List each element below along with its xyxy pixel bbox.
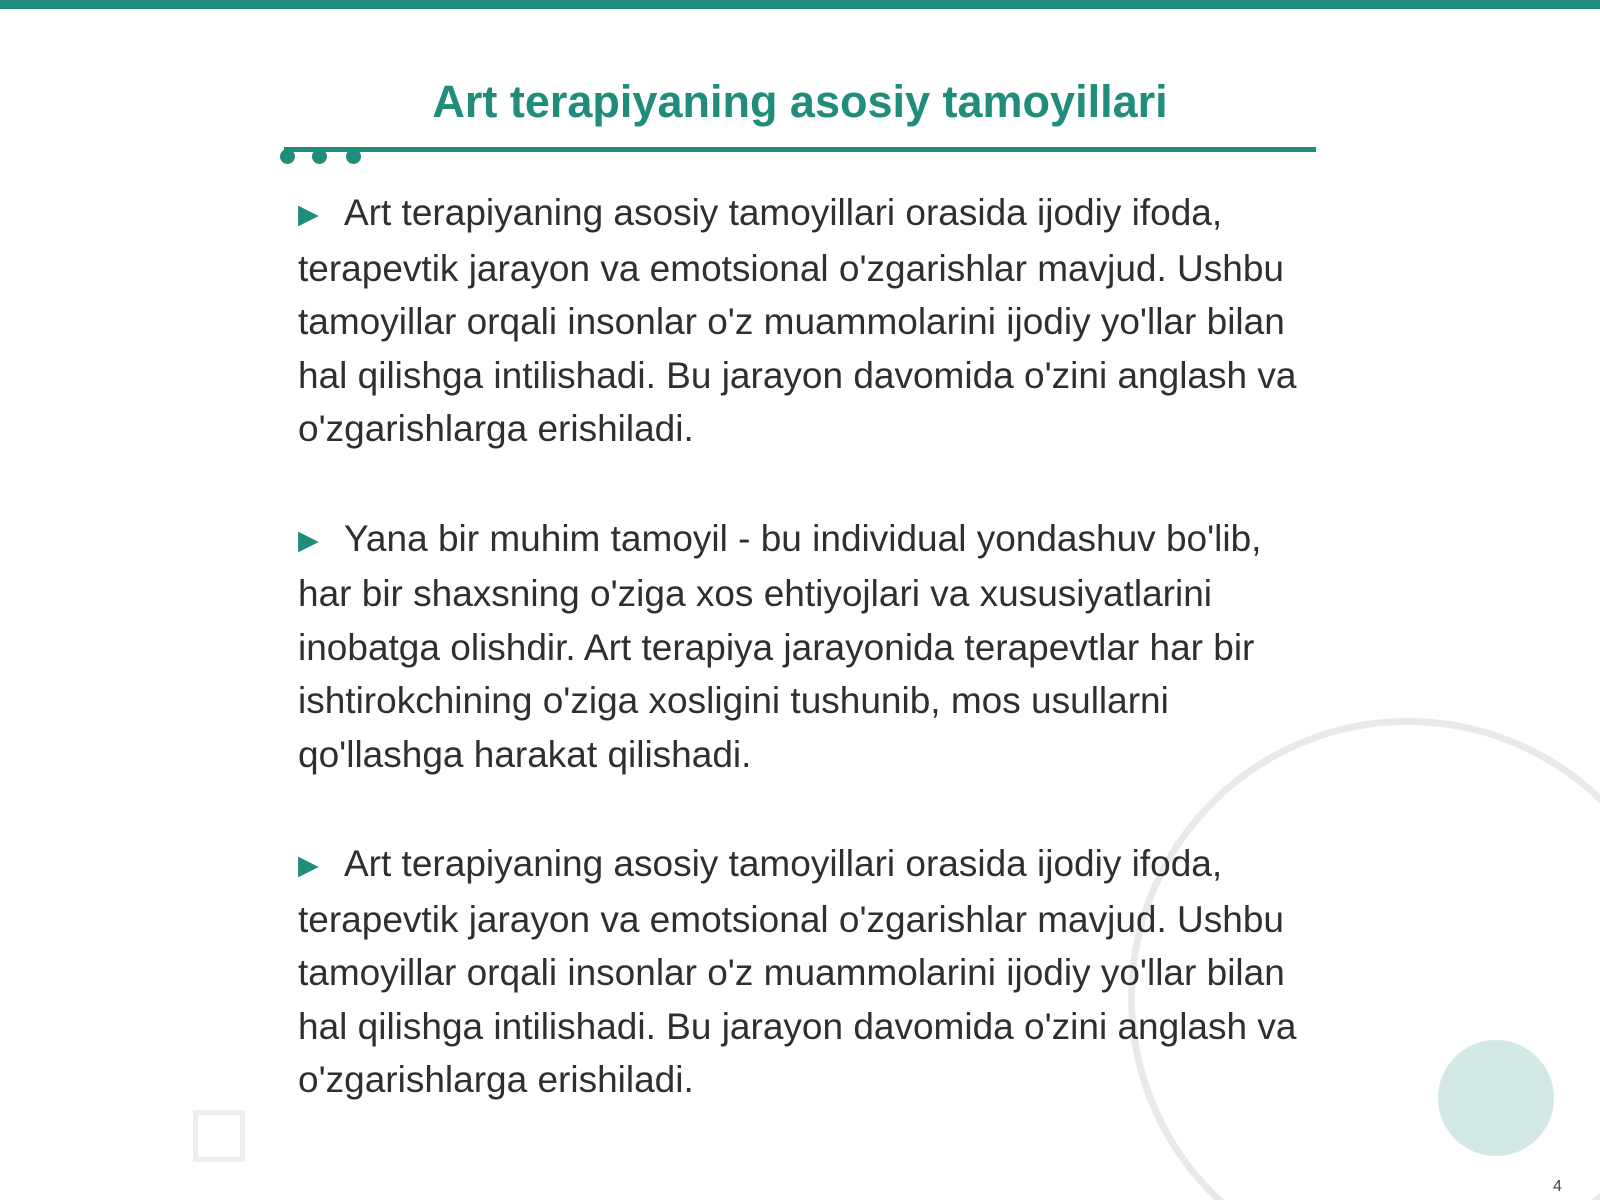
underline-dot bbox=[280, 149, 295, 164]
decorative-circle bbox=[1438, 1040, 1554, 1156]
title-underline bbox=[284, 147, 1316, 152]
underline-dot bbox=[312, 149, 327, 164]
decorative-square bbox=[193, 1110, 245, 1162]
triangle-bullet-icon: ▶ bbox=[298, 199, 319, 229]
paragraph-text: Art terapiyaning asosiy tamoyillari orasida ijodiy ifoda, terapevtik jarayon va emotsional o'zgarishlar mavjud. Ushbu tamoyillar orqali insonlar o'z muammolarini ijodiy yo'llar bilan hal qilishga intilishadi. Bu jarayon davomida o'zini anglash va o'zgarishlarga erishiladi. bbox=[298, 192, 1297, 449]
triangle-bullet-icon: ▶ bbox=[298, 850, 319, 880]
top-accent-bar bbox=[0, 0, 1600, 9]
bullet-paragraph bbox=[298, 186, 1308, 456]
page-number: 4 bbox=[1553, 1178, 1562, 1195]
paragraph-text: Yana bir muhim tamoyil - bu individual yondashuv bo'lib, har bir shaxsning o'ziga xos ehtiyojlari va xususiyatlarini inobatga olishdir. Art terapiya jarayonida terapevtlar har bir ishtirokchining o'ziga xosligini tushunib, mos usullarni qo'llashga harakat qilishadi. bbox=[298, 517, 1262, 775]
slide-title: Art terapiyaning asosiy tamoyillari bbox=[432, 76, 1168, 127]
paragraph-text: Art terapiyaning asosiy tamoyillari orasida ijodiy ifoda, terapevtik jarayon va emotsional o'zgarishlar mavjud. Ushbu tamoyillar orqali insonlar o'z muammolarini ijodiy yo'llar bilan hal qilishga intilishadi. Bu jarayon davomida o'zini anglash va o'zgarishlarga erishiladi. bbox=[298, 843, 1297, 1100]
bullet-paragraph bbox=[298, 837, 1308, 1107]
bullet-list bbox=[298, 186, 1308, 1163]
underline-dot bbox=[346, 149, 361, 164]
triangle-bullet-icon: ▶ bbox=[298, 524, 319, 555]
bullet-paragraph bbox=[298, 512, 1308, 782]
